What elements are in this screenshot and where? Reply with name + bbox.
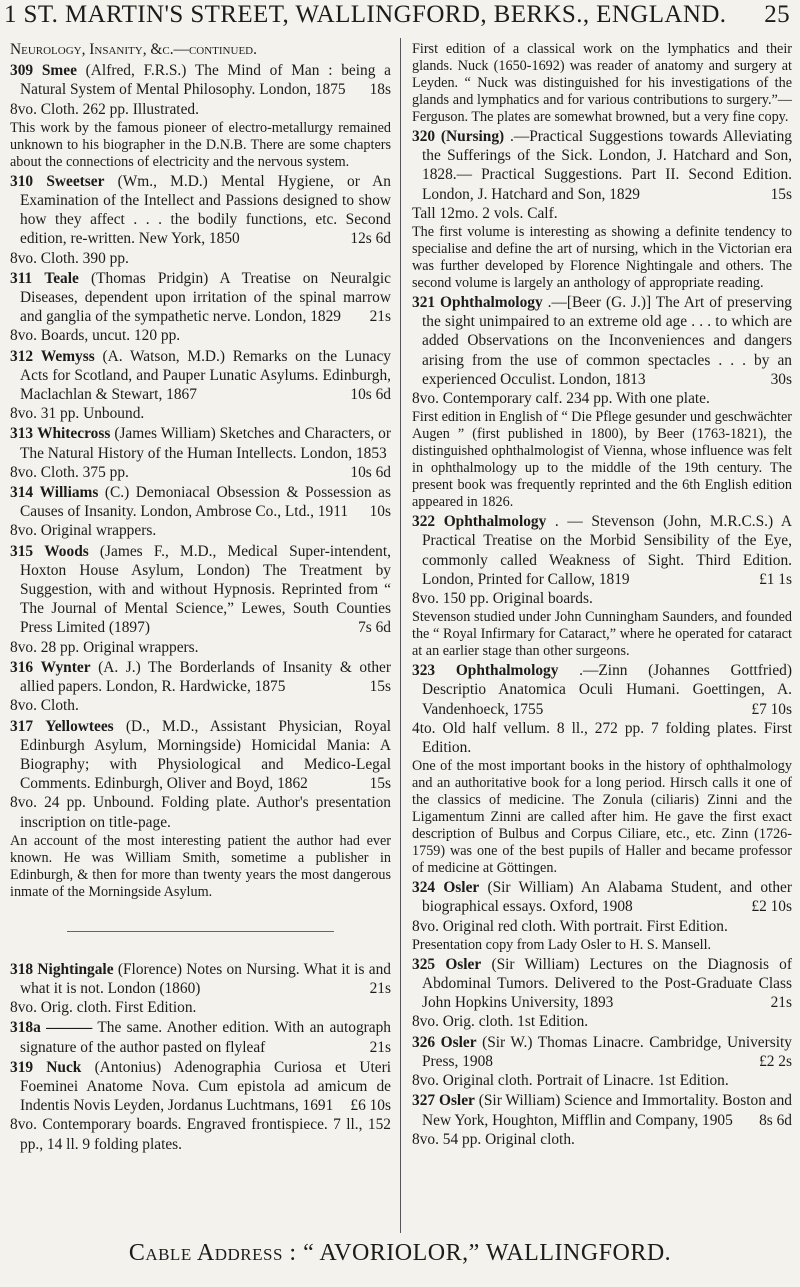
- catalogue-entry: [412, 512, 792, 660]
- catalogue-entry: [10, 61, 391, 171]
- entry-number: 310: [10, 172, 34, 190]
- catalogue-entry: [10, 483, 391, 541]
- entry-main: [10, 172, 391, 249]
- entry-text: (C.) Demoniacal Obsession & Possession as Causes of Insanity. London, Ambrose Co., Ltd., 1911: [20, 484, 391, 521]
- entry-number: 326: [412, 1033, 436, 1051]
- catalogue-entry: [10, 658, 391, 716]
- entry-details: 8vo. Orig. cloth. 1st Edition.: [412, 1013, 589, 1031]
- entry-author: Osler: [440, 1033, 477, 1051]
- entry-price: £7 10s: [751, 700, 792, 718]
- entry-number: 320: [412, 128, 436, 145]
- entry-main: [10, 483, 391, 521]
- entry-number: 316: [10, 658, 34, 676]
- catalogue-entry: [412, 1033, 792, 1091]
- entry-text: (James William) Sketches and Characters, or The Natural History of the Human Intellects. London, 1853: [20, 425, 391, 462]
- entry-text: (James F., M.D., Medical Super-intendent, Hoxton House Asylum, London) The Treatment by Suggestion, with and without Hypnosis. Reprinted from “ The Journal of Mental Science,” Lewes, South Counties Press Limited (1897): [20, 542, 391, 637]
- entry-author: Wemyss: [40, 347, 95, 365]
- entry-main: [10, 1018, 391, 1056]
- entry-description: Stevenson studied under John Cunningham Saunders, and founded the “ Royal Infirmary for Cataract,” where he operated for cataract at an earlier stage than other surgeons.: [412, 609, 792, 660]
- left-entries: [10, 61, 391, 901]
- entry-author: Ophthalmology: [455, 662, 559, 680]
- entry-text: (Thomas Pridgin) A Treatise on Neuralgic Diseases, dependent upon irritation of the spinal marrow and ganglia of the sympathetic nerve. London, 1829: [20, 269, 391, 326]
- left-column: [10, 40, 391, 1232]
- entry-text: (Florence) Notes on Nursing. What it is and what it is not. London (1860): [20, 960, 391, 997]
- entry-main: [412, 955, 792, 1013]
- entry-number: 312: [10, 347, 34, 365]
- entry-main: [412, 878, 792, 916]
- entry-text: The same. Another edition. With an autograph signature of the author pasted on flyleaf: [20, 1019, 391, 1056]
- entry-details: Tall 12mo. 2 vols. Calf.: [412, 204, 558, 222]
- entry-author: Osler: [445, 955, 482, 973]
- catalogue-entry: [10, 424, 391, 482]
- entry-details: 8vo. 31 pp. Unbound.: [10, 405, 145, 423]
- entry-description: First edition of a classical work on the lymphatics and their glands. Nuck (1650-1692) was reader of anatomy and surgery at Leyden. “ Nuck was distinguished for his investigations of the glands and lymphatics and for various contributions to surgery.”—Ferguson. The plates are somewhat browned, but a very fine copy.: [412, 41, 792, 125]
- entry-author: Nuck: [46, 1058, 82, 1076]
- catalogue-entry: [10, 1018, 391, 1056]
- cable-address-footer: Cable Address : “ AVORIOLOR,” WALLINGFORD.: [128, 1240, 672, 1266]
- entry-number: 325: [412, 955, 436, 973]
- entry-details: 8vo. Original red cloth. With portrait. First Edition.: [412, 917, 728, 935]
- entry-details: 8vo. Contemporary calf. 234 pp. With one plate.: [412, 390, 710, 408]
- catalogue-entry: [10, 172, 391, 268]
- entry-price: 10s 6d: [350, 463, 391, 481]
- entry-text: (Sir W.) Thomas Linacre. Cambridge, University Press, 1908: [422, 1033, 792, 1070]
- entry-author: Teale: [44, 269, 79, 287]
- entry-price: £2 10s: [751, 898, 792, 916]
- entry-author: Williams: [39, 484, 99, 502]
- entry-price: £1 1s: [759, 570, 792, 588]
- entry-price: 10s 6d: [350, 386, 391, 404]
- catalogue-entry: [10, 269, 391, 346]
- page-number: 25: [764, 1, 790, 28]
- entry-description: An account of the most interesting patient the author had ever known. He was William Smith, sometime a publisher in Edinburgh, & then for more than twenty years the most dangerous inmate of the Morningside Asylum.: [10, 832, 391, 900]
- entry-main: [412, 661, 792, 719]
- entry-text: (Sir William) Lectures on the Diagnosis of Abdominal Tumors. Delivered to the Post-Graduate Class John Hopkins University, 1893: [422, 955, 792, 1012]
- entry-number: 327: [412, 1092, 436, 1110]
- entry-number: 313: [10, 425, 34, 443]
- entry-number: 315: [10, 542, 34, 560]
- entry-details: 8vo. Boards, uncut. 120 pp.: [10, 327, 181, 345]
- entry-author: Woods: [44, 542, 89, 560]
- entry-description: This work by the famous pioneer of electro-metallurgy remained unknown to his biographer in the D.N.B. There are some chapters about the connections of electricity and the nervous system.: [10, 119, 391, 170]
- entry-details: 8vo. Cloth. 390 pp.: [10, 249, 129, 267]
- section-heading: Neurology, Insanity, &c.—continued.: [10, 41, 257, 58]
- entry-details: 8vo. 54 pp. Original cloth.: [412, 1130, 575, 1148]
- entry-number: 322: [412, 513, 436, 531]
- entry-details: 8vo. Cloth. 375 pp.: [10, 463, 129, 481]
- entry-price: 21s: [770, 994, 792, 1012]
- entry-text: (Sir William) An Alabama Student, and other biographical essays. Oxford, 1908: [422, 879, 792, 916]
- entry-description: First edition in English of “ Die Pflege gesunder und geschwächter Augen ” (first published in 1800), by Beer (1763-1821), the distinguished ophthalmologist of Vienna, whose influence was felt in ophthalmology up to the middle of the 19th century. The present book was frequently reprinted and the 6th English edition appeared in 1826.: [412, 409, 792, 511]
- entry-text: (Alfred, F.R.S.) The Mind of Man : being a Natural System of Mental Philosophy. London, 1875: [20, 62, 391, 99]
- entry-text: (A. J.) The Borderlands of Insanity & other allied papers. London, R. Hardwicke, 1875: [20, 658, 391, 696]
- entry-author: Wynter: [40, 658, 91, 676]
- entry-price: £2 2s: [759, 1052, 792, 1070]
- entry-author: Osler: [443, 879, 480, 897]
- entry-price: 7s 6d: [358, 619, 391, 637]
- entry-author: (Nursing): [440, 128, 505, 145]
- entry-number: 319: [10, 1058, 34, 1076]
- entry-number: 317: [10, 717, 34, 735]
- entry-text: (D., M.D., Assistant Physician, Royal Edinburgh Asylum, Morningside) Homicidal Mania: A Biography; with Physiological and Medico-Legal Comments. Edinburgh, Oliver and Boyd, 1862: [20, 717, 391, 793]
- entry-text: . — Stevenson (John, M.R.C.S.) A Practical Treatise on the Morbid Sensibility of the Eye, commonly called Weakness of Sight. Third Edition. London, Printed for Callow, 1819: [422, 513, 792, 588]
- entry-main: [412, 293, 792, 389]
- entry-text: (A. Watson, M.D.) Remarks on the Lunacy Acts for Scotland, and Pauper Lunatic Asylums. Edinburgh, Maclachlan & Stewart, 1867: [20, 347, 391, 404]
- entry-details: 8vo. Cloth. 262 pp. Illustrated.: [10, 100, 199, 118]
- catalogue-entry: [10, 1058, 391, 1154]
- entry-details: 8vo. Original wrappers.: [10, 522, 157, 540]
- entry-price: £6 10s: [350, 1097, 391, 1115]
- catalogue-entry: [412, 127, 792, 292]
- entry-text: (Sir William) Science and Immortality. Boston and New York, Houghton, Mifflin and Company, 1905: [422, 1092, 792, 1129]
- entry-price: 15s: [369, 775, 391, 793]
- entry-main: [412, 512, 792, 589]
- entry-price: 18s: [369, 81, 391, 99]
- section-rule: [67, 931, 334, 932]
- entry-number: 324: [412, 879, 436, 897]
- entry-main: [412, 1033, 792, 1071]
- entry-main: [412, 127, 792, 204]
- entry-price: 8s 6d: [759, 1111, 792, 1129]
- entry-description: The first volume is interesting as showing a definite tendency to specialise and define the art of nursing, which in the Victorian era was further developed by Florence Nightingale and others. The second volume is largely an anthology of appropriate reading.: [412, 224, 792, 292]
- entry-main: [10, 269, 391, 327]
- entry-description: Presentation copy from Lady Osler to H. S. Mansell.: [412, 936, 712, 953]
- entry-number: 321: [412, 294, 436, 312]
- running-header: [0, 0, 800, 34]
- entry-price: 15s: [770, 185, 792, 203]
- entry-number: 314: [10, 484, 34, 502]
- entry-number: 309: [10, 62, 34, 80]
- entry-text: .—Zinn (Johannes Gottfried) Descriptio Anatomica Oculi Humani. Goettingen, A. Vandenhoeck, 1755: [422, 662, 792, 718]
- entry-price: 15s: [369, 678, 391, 696]
- right-entries: [412, 127, 792, 1149]
- entry-text: (Antonius) Adenographia Curiosa et Uteri Foeminei Anatome Nova. Cum epistola ad amicum de Indentis Novis Leyden, Jordanus Luchtmans, 1691: [20, 1058, 391, 1115]
- entry-main: [10, 542, 391, 638]
- entry-author: Sweetser: [46, 172, 105, 190]
- catalogue-entry: [10, 542, 391, 657]
- entry-author: Nightingale: [37, 960, 114, 978]
- entry-text: .—Practical Suggestions towards Alleviating the Sufferings of the Sick. London, J. Hatchard and Son, 1828.— Practical Suggestions. Part II. Second Edition. London, J. Hatchard and Son, 1829: [422, 128, 792, 203]
- entry-main: [10, 717, 391, 794]
- entry-author: Osler: [438, 1092, 475, 1110]
- right-column: [412, 40, 792, 1232]
- continued-description: [412, 41, 792, 126]
- entry-main: [10, 1058, 391, 1116]
- entry-description: One of the most important books in the history of ophthalmology and an authoritative book for a long period. Hirsch calls it one of the classics of medicine. The Zonula (ciliaris) Zinni and the Ligamentum Zinni are called after him. He gave the first exact description of Bulbus and Corpus Ciliare, etc., etc. Zinn (1726-1759) was one of the best pupils of Haller and became professor of medicine at Göttingen.: [412, 758, 792, 877]
- entry-price: 21s: [369, 1038, 391, 1056]
- entry-price: 12s 6d: [350, 230, 391, 248]
- entry-main: [10, 347, 391, 405]
- entry-main: [10, 658, 391, 696]
- entry-details: 8vo. Orig. cloth. First Edition.: [10, 999, 197, 1017]
- entry-text: (Wm., M.D.) Mental Hygiene, or An Examination of the Intellect and Passions designed to show how they affect . . . the bodily functions, etc. Second edition, re-written. New York, 1850: [20, 172, 391, 248]
- entry-details: 8vo. Original cloth. Portrait of Linacre. 1st Edition.: [412, 1072, 729, 1090]
- entry-details: 8vo. 150 pp. Original boards.: [412, 590, 593, 608]
- column-divider: [400, 38, 401, 1233]
- left-entries-after-rule: [10, 960, 391, 1154]
- entry-details: 8vo. 28 pp. Original wrappers.: [10, 638, 199, 656]
- catalogue-entry: [412, 878, 792, 954]
- entry-number: 323: [412, 662, 436, 680]
- entry-main: [412, 1091, 792, 1129]
- entry-details: 8vo. Cloth.: [10, 697, 79, 715]
- catalogue-entry: [10, 347, 391, 424]
- entry-number: 318a: [10, 1019, 41, 1037]
- entry-author: Smee: [41, 62, 77, 80]
- entry-text: .—[Beer (G. J.)] The Art of preserving the sight unimpaired to an extreme old age . . . to which are added Observations on the Inconveniences and dangers arising from the use of common spectacles . . . by an experienced Occulist. London, 1813: [422, 294, 792, 388]
- entry-price: 10s: [369, 503, 391, 521]
- catalogue-entry: [412, 1091, 792, 1149]
- entry-author: Ophthalmology: [443, 513, 547, 531]
- entry-price: 21s: [369, 308, 391, 326]
- entry-main: [10, 960, 391, 998]
- catalogue-entry: [412, 661, 792, 877]
- entry-details: 4to. Old half vellum. 8 ll., 272 pp. 7 folding plates. First Edition.: [412, 719, 792, 757]
- catalogue-entry: [10, 717, 391, 901]
- catalogue-entry: [412, 955, 792, 1032]
- header-title: 1 ST. MARTIN'S STREET, WALLINGFORD, BERKS., ENGLAND.: [4, 1, 727, 28]
- entry-number: 318: [10, 960, 34, 978]
- entry-price: 21s: [369, 979, 391, 997]
- entry-author: Whitecross: [37, 425, 111, 443]
- entry-main: [10, 61, 391, 99]
- entry-author: Ophthalmology: [440, 294, 543, 312]
- entry-number: 311: [10, 269, 33, 287]
- entry-author: Yellowtees: [45, 717, 114, 735]
- catalogue-entry: [412, 293, 792, 511]
- entry-details: 8vo. 24 pp. Unbound. Folding plate. Author's presentation inscription on title-page.: [10, 794, 391, 831]
- entry-price: 30s: [770, 370, 792, 388]
- entry-details: 8vo. Contemporary boards. Engraved frontispiece. 7 ll., 152 pp., 14 ll. 9 folding plates.: [10, 1116, 391, 1153]
- entry-author: ———: [46, 1019, 93, 1037]
- catalogue-entry: [10, 960, 391, 1018]
